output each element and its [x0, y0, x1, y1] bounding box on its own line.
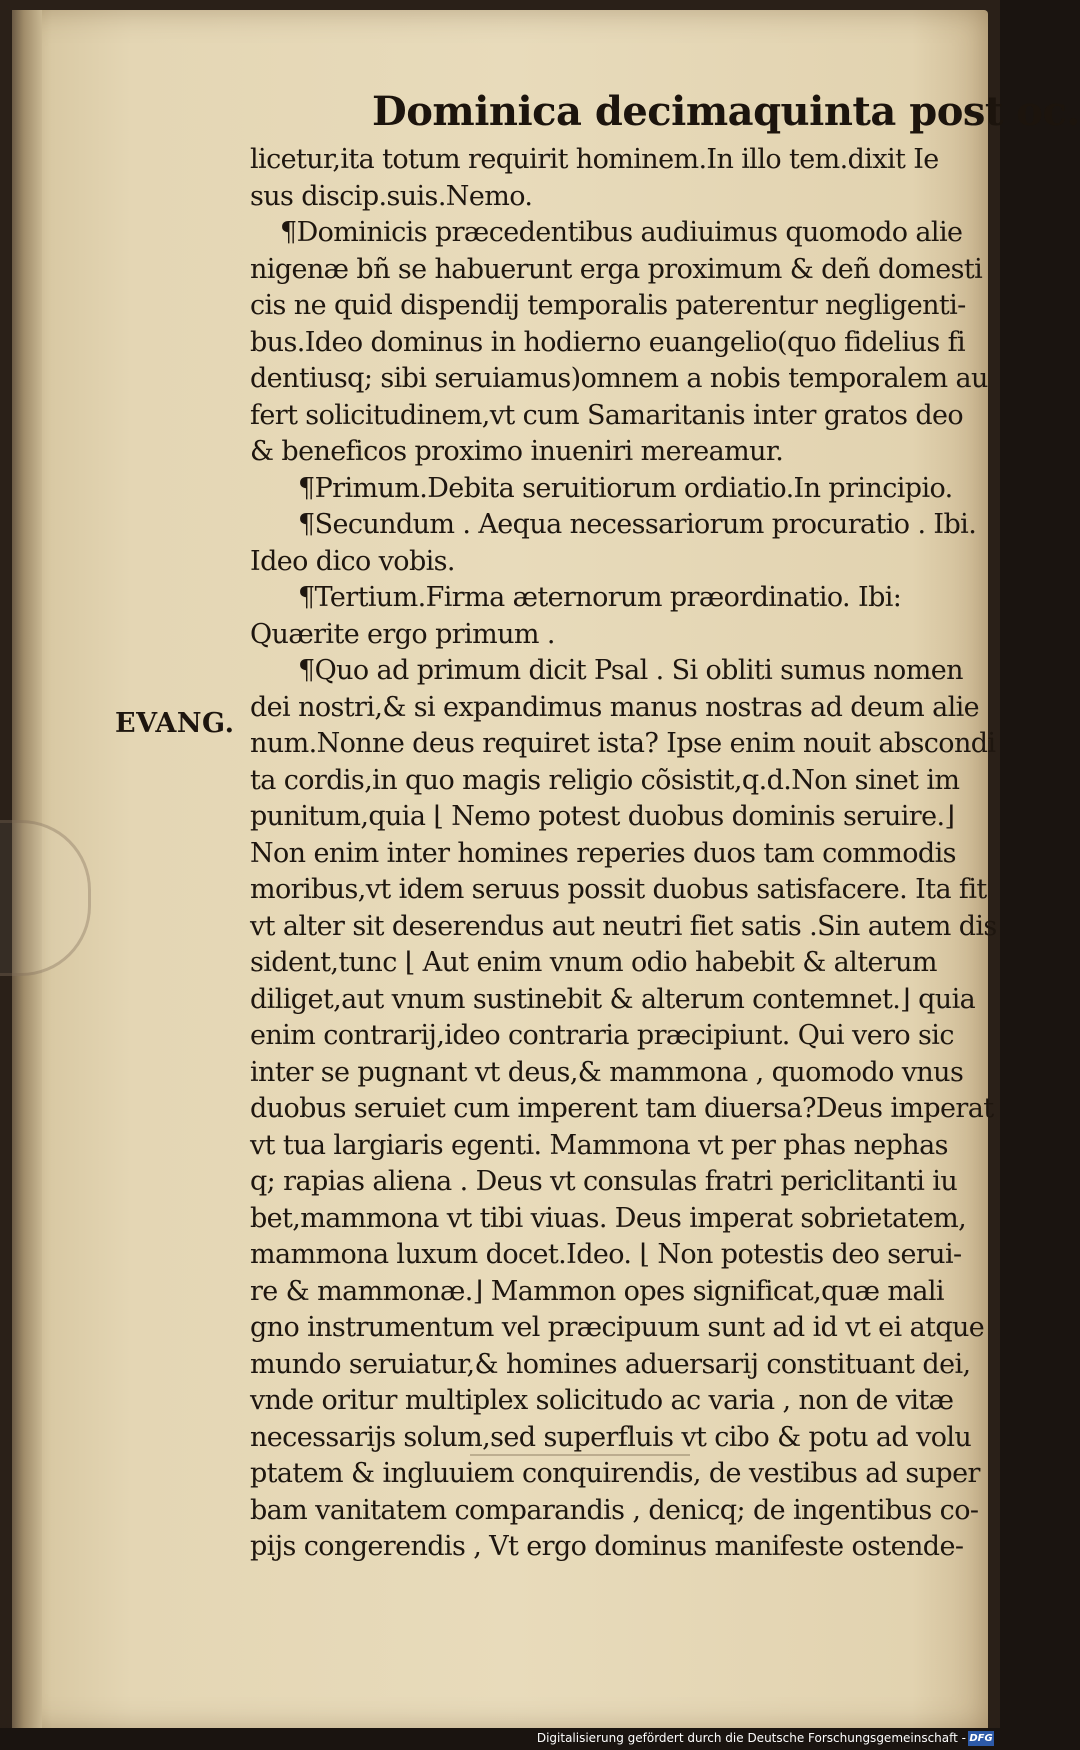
text-line: dentiusq; sibi seruiamus)omnem a nobis temporalem au [250, 363, 988, 394]
text-line: sident,tunc ⌊ Aut enim vnum odio habebit & alterum [250, 947, 937, 978]
text-line: ptatem & ingluuiem conquirendis, de vestibus ad super [250, 1458, 980, 1489]
text-line: ¶Dominicis præcedentibus audiuimus quomodo alie [280, 217, 963, 248]
text-line: bam vanitatem comparandis , denicq; de ingentibus co- [250, 1494, 979, 1526]
text-line: nigenæ bñ se habuerunt erga proximum & deñ domesti [250, 253, 983, 285]
text-line: fert solicitudinem,vt cum Samaritanis inter gratos deo [250, 399, 964, 431]
text-line: duobus seruiet cum imperent tam diuersa?Deus imperat [250, 1093, 994, 1124]
text-line: cis ne quid dispendij temporalis paterentur negligenti- [250, 290, 966, 321]
text-line: ¶Primum.Debita seruitiorum ordiatio.In principio. [298, 472, 953, 504]
digitization-credit: Digitalisierung gefördert durch die Deutsche Forschungsgemeinschaft - [536, 1731, 966, 1745]
text-line: vt alter sit deserendus aut neutri fiet satis .Sin autem dis [250, 910, 997, 942]
body-text [250, 142, 997, 1566]
text-line: re & mammonæ.⌋ Mammon opes significat,quæ mali [250, 1275, 944, 1307]
text-line: mammona luxum docet.Ideo. ⌊ Non potestis deo serui- [250, 1239, 962, 1270]
text-line: bus.Ideo dominus in hodierno euangelio(quo fidelius fi [250, 326, 966, 358]
text-line: moribus,vt idem seruus possit duobus satisfacere. Ita fit [250, 874, 987, 905]
text-line: vt tua largiaris egenti. Mammona vt per phas nephas [250, 1129, 948, 1161]
text-line: gno instrumentum vel præcipuum sunt ad id vt ei atque [250, 1312, 985, 1343]
dfg-logo-icon: DFG [969, 1733, 993, 1744]
text-line: dei nostri,& si expandimus manus nostras ad deum alie [250, 691, 980, 723]
text-line: sus discip.suis.Nemo. [250, 180, 533, 212]
running-title: Dominica decimaquinta post oc. [372, 88, 1080, 135]
margin-note: EVANG. [115, 708, 235, 739]
text-line: diliget,aut vnum sustinebit & alterum contemnet.⌋ quia [250, 983, 976, 1015]
text-line: ta cordis,in quo magis religio cõsistit,q.d.Non sinet im [250, 764, 960, 796]
text-line: mundo seruiatur,& homines aduersarij constituant dei, [250, 1348, 971, 1380]
text-line: Non enim inter homines reperies duos tam commodis [250, 837, 956, 869]
text-line: q; rapias aliena . Deus vt consulas fratri periclitanti iu [250, 1166, 958, 1197]
text-line: Quærite ergo primum . [250, 618, 555, 650]
text-line: num.Nonne deus requiret ista? Ipse enim nouit abscondi [250, 728, 996, 759]
text-line: vnde oritur multiplex solicitudo ac varia , non de vitæ [250, 1385, 954, 1416]
text-line: ¶Tertium.Firma æternorum præordinatio. Ibi: [298, 582, 902, 613]
page-bottom-rule [470, 1454, 690, 1456]
text-line: Ideo dico vobis. [250, 545, 455, 577]
text-line: ¶Quo ad primum dicit Psal . Si obliti sumus nomen [298, 655, 963, 686]
text-line: pijs congerendis , Vt ergo dominus manifeste ostende- [250, 1531, 964, 1562]
text-line: bet,mammona vt tibi viuas. Deus imperat sobrietatem, [250, 1202, 967, 1234]
text-line: & beneficos proximo inueniri mereamur. [250, 436, 784, 467]
text-line: ¶Secundum . Aequa necessariorum procuratio . Ibi. [298, 509, 977, 540]
text-line: enim contrarij,ideo contraria præcipiunt. Qui vero sic [250, 1020, 954, 1051]
text-line: inter se pugnant vt deus,& mammona , quomodo vnus [250, 1056, 964, 1088]
text-line: licetur,ita totum requirit hominem.In illo tem.dixit Ie [250, 144, 939, 175]
text-line: punitum,quia ⌊ Nemo potest duobus dominis seruire.⌋ [250, 801, 955, 832]
text-line: necessarijs solum,sed superfluis vt cibo & potu ad volu [250, 1421, 972, 1453]
